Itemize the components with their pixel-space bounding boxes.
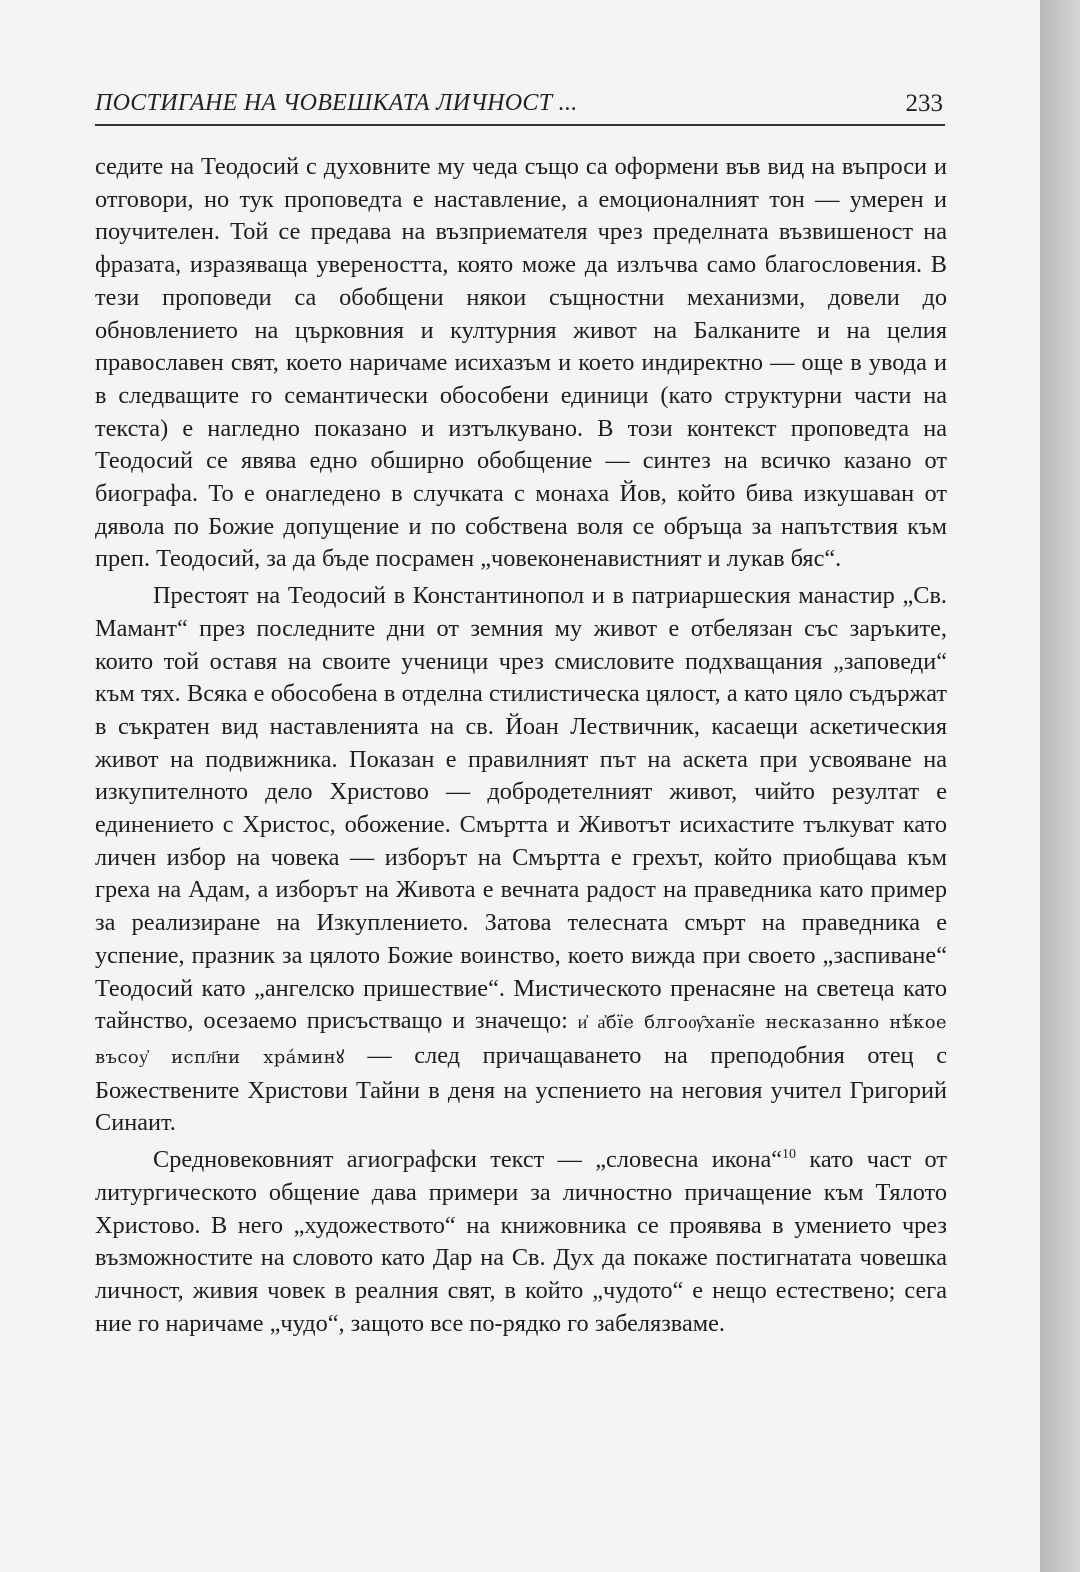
paragraph-3-text-before: Средновековният агиографски текст — „словесна икона“: [153, 1146, 783, 1174]
running-header: [95, 88, 945, 126]
paragraph-2-text-before: Престоят на Теодосий в Константинопол и в патриаршеския манастир „Св. Мамант“ през последните дни от земния му живот е отбелязан със заръките, които той оставя на своите ученици чрез смисловите подхващания „заповеди“ към тях. Всяка е обособена в отделна стилистическа цялост, а като цяло съдържат в съкратен вид наставленията на св. Йоан Лествичник, касаещи аскетическия живот на подвижника. Показан е правилният път на аскета при усвояване на изкупителното дело Христово — добродетелният живот, чийто резултат е единението с Христос, обожение. Смъртта и Животът исихастите тълкуват като личен избор на човека — изборът на Смъртта е грехът, който приобщава към греха на Адам, а изборът на Живота е вечната радост на праведника като пример за реализиране на Изкуплението. Затова телесната смърт на праведника е успение, празник за цялото Божие воинство, което вижда при своето „заспиване“ Теодосий като „ангелско пришествие“. Мистическото пренасяне на светеца като тайнство, осезаемо присъстващо и значещо:: [95, 582, 947, 1035]
paragraph-2-text-after: — след причащаването на преподобния отец с Божествените Христови Тайни в деня на успението на неговия учител Григорий Синаит.: [95, 1041, 947, 1137]
footnote-reference[interactable]: 10: [782, 1147, 797, 1162]
church-slavonic-quote: и҆ а҆бїе блгоѹ̑ханїе несказанно нѣ́кое въсоу҆ испл҃ни хра́минꙋ: [95, 1012, 947, 1068]
paragraph-3-text-after: като част от литургическото общение дава примери за личностно причащение към Тялото Христово. В него „художеството“ на книжовника се проявява в умението чрез възможностите на словото като Дар на Св. Дух да покаже постигнатата човешка личност, живия човек в реалния свят, в който „чудото“ е нещо естествено; сега ние го наричаме „чудо“, защото все по-рядко го забелязваме.: [95, 1146, 947, 1337]
page-number: 233: [905, 90, 943, 117]
paragraph-3: [95, 1144, 947, 1340]
running-title: ПОСТИГАНЕ НА ЧОВЕШКАТА ЛИЧНОСТ ...: [95, 90, 578, 116]
page-edge-shadow: [1040, 0, 1080, 1572]
paragraph-1: седите на Теодосий с духовните му чеда също са оформени във вид на въпроси и отговори, но тук проповедта е наставление, а емоционалният тон — умерен и поучителен. Той се предава на възприемателя чрез пределната възвишеност на фразата, изразяваща увереността, която може да излъчва само благословения. В тези проповеди са обобщени някои същностни механизми, довели до обновлението на църковния и културния живот на Балканите и на целия православен свят, което наричаме исихазъм и което индиректно — още в увода и в следващите го семантически обособени единици (като структурни части на текста) е нагледно показано и изтълкувано. В този контекст проповедта на Теодосий се явява едно обширно обобщение — синтез на всичко казано от биографа. То е онагледено в случката с монаха Йов, който бива изкушаван от дявола по Божие допущение и по собствена воля се обръща за напътствия към преп. Теодосий, за да бъде посрамен „човеконенавистният и лукав бяс“.: [95, 153, 947, 573]
main-text: [95, 151, 947, 1340]
paragraph-2: [95, 580, 947, 1140]
